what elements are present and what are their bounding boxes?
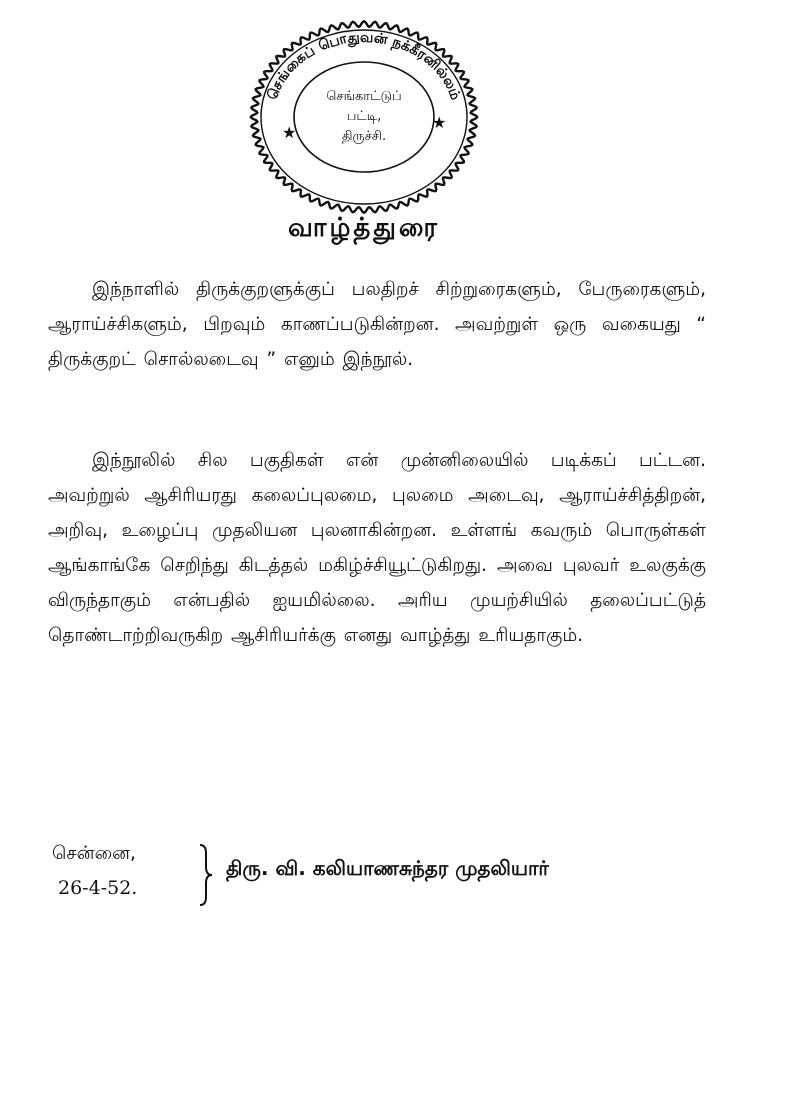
seal-star-right-icon: ★: [432, 113, 447, 132]
curly-brace-icon: [196, 843, 214, 907]
seal-star-left-icon: ★: [282, 123, 297, 142]
rubber-stamp-seal: [244, 20, 484, 215]
paragraph-1: இந்நாளில் திருக்குறளுக்குப் பலதிறச் சிற்றுரைகளும், பேருரைகளும், ஆராய்ச்சிகளும், பிறவும் காணப்படுகின்றன. அவற்றுள் ஒரு வகையது “ திருக்குறட் சொல்லடைவு ” எனும் இந்நூல்.: [48, 279, 706, 370]
signature-date: 26-4-52.: [58, 877, 138, 899]
paragraph-2: இந்நூலில் சில பகுதிகள் என் முன்னிலையில் படிக்கப் பட்டன. அவற்றுல் ஆசிரியரது கலைப்புலமை, புலமை அடைவு, ஆராய்ச்சித்திறன், அறிவு, உழைப்பு முதலியன புலனாகின்றன. உள்ளங் கவரும் பொருள்கள் ஆங்காங்கே செறிந்து கிடத்தல் மகிழ்ச்சியூட்டுகிறது. அவை புலவர் உலகுக்கு விருந்தாகும் என்பதில் ஐயமில்லை. அரிய முயற்சியில் தலைப்பட்டுத் தொண்டாற்றிவருகிற ஆசிரியர்க்கு எனது வாழ்த்து உரியதாகும்.: [48, 450, 706, 646]
seal-ring-text: செங்கைப் பொதுவன் நக்கீரனில்லம்: [264, 29, 464, 103]
seal-line-1: செங்காட்டுப்: [326, 89, 402, 104]
signature-place: சென்னை,: [52, 843, 136, 864]
signatory-name: திரு. வி. கலியாணசுந்தர முதலியார்: [226, 856, 549, 880]
page-title: வாழ்த்துரை: [288, 213, 440, 243]
seal-line-3: திருச்சி.: [341, 129, 387, 144]
seal-line-2: பட்டி,: [346, 109, 382, 124]
